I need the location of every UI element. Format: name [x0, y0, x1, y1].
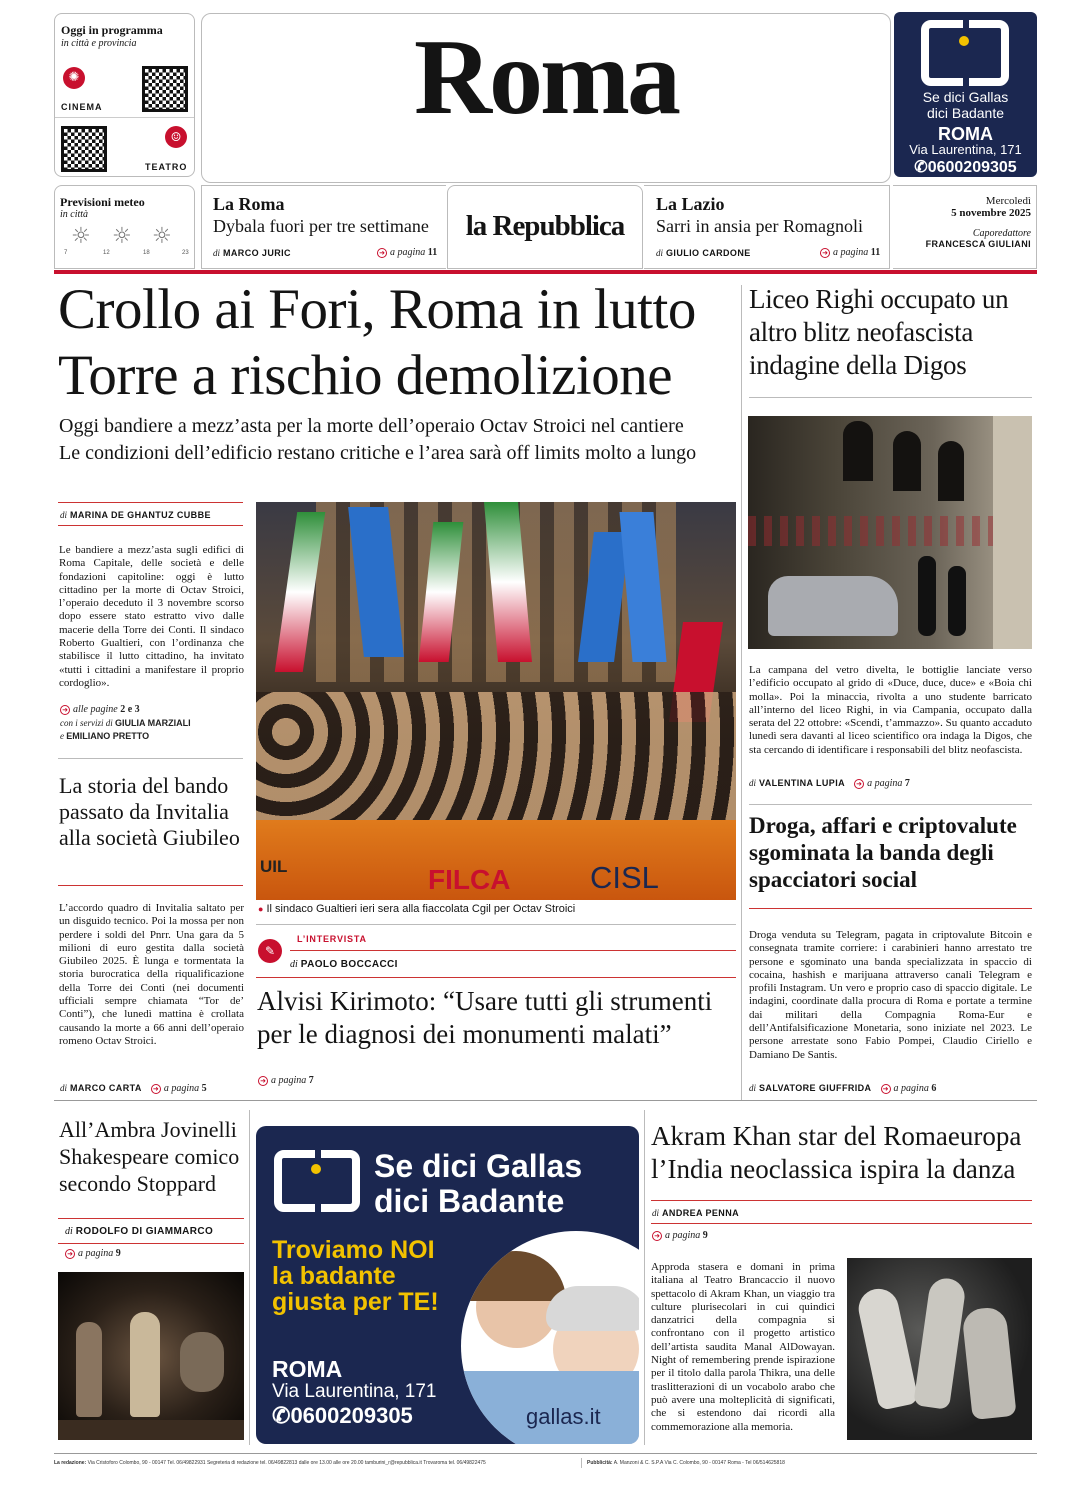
- bando-headline[interactable]: La storia del bando passato da Invitalia alla società Giubileo: [59, 773, 240, 850]
- lead-sub-2: Le condizioni dell’edificio restano critiche e l’area sarà off limits molto a lungo: [59, 442, 697, 464]
- bando-byline: di MARCO CARTA: [60, 1083, 142, 1093]
- akram-byline: di ANDREA PENNA: [652, 1208, 739, 1218]
- arrow-right-icon: ➜: [854, 779, 864, 789]
- lead-services: con i servizi di GIULIA MARZIALI: [60, 718, 191, 728]
- arrow-right-icon: ➜: [258, 1076, 268, 1086]
- meteo-title: Previsioni meteo: [60, 195, 145, 209]
- red-rule: [54, 270, 1037, 274]
- meteo-box: [54, 185, 195, 269]
- arrow-right-icon: ➜: [65, 1249, 75, 1259]
- arrow-right-icon: ➜: [652, 1231, 662, 1241]
- sport-lazio-page[interactable]: ➜ a pagina 11: [820, 247, 880, 258]
- meteo-hour: 7: [64, 250, 68, 256]
- programma-title: Oggi in programma: [61, 23, 163, 37]
- ad-main-line2: dici Badante: [374, 1183, 565, 1219]
- droga-byline: di SALVATORE GIUFFRIDA: [749, 1083, 872, 1093]
- camera-icon: ●: [258, 904, 264, 914]
- brand-logo: la Repubblica: [465, 210, 625, 242]
- bando-footer: [60, 1076, 207, 1095]
- teatro-label: TEATRO: [145, 162, 188, 172]
- arrow-right-icon: ➜: [60, 705, 70, 715]
- droga-footer: [749, 1076, 936, 1095]
- lead-byline: di MARINA DE GHANTUZ CUBBE: [60, 510, 211, 520]
- righi-byline: di VALENTINA LUPIA: [749, 778, 846, 788]
- sport-roma[interactable]: [201, 185, 446, 269]
- lead-caption: ● Il sindaco Gualtieri ieri sera alla fiaccolata Cgil per Octav Stroici: [258, 903, 576, 915]
- intervista-kicker: L’INTERVISTA: [297, 934, 367, 944]
- sun-icon-2: ☼: [112, 224, 132, 249]
- ad-top-phone: [894, 157, 1037, 177]
- lead-sub-1: Oggi bandiere a mezz’asta per la morte dell’operaio Octav Stroici nel cantiere: [59, 415, 684, 437]
- date-day: Mercoledì: [985, 195, 1031, 207]
- droga-body: Droga venduta su Telegram, pagata in criptovalute Bitcoin e consegnata tramite corriere: i carabinieri hanno arrestato tre persone e sgominato una banda specializzata in spaccio di cocaina, hashish e marijuana attraverso canali Telegram e profili Instagram. Un vero e proprio caso di spaccio digitale. Le indagini, coordinate dalla procura di Roma e portate a termine dai militari della Compagnia Roma-Eur e dell’Antifalsificazione Monetaria, sono iniziate nel 2023. Le persone arrestate sono Fabio Pompei, Claudio Ciriello e Damiano De Santis.: [749, 929, 1032, 1061]
- ambra-page[interactable]: ➜ a pagina 9: [65, 1248, 121, 1259]
- cinema-icon: ✺: [63, 67, 85, 89]
- sun-icon-3: ☼: [152, 224, 172, 249]
- ad-top-line1: Se dici Gallas: [922, 89, 1009, 105]
- sport-lazio-byline: di GIULIO CARDONE: [656, 248, 751, 258]
- ad-main-slogan-3: giusta per TE!: [272, 1288, 439, 1316]
- ad-top-line2: dici Badante: [926, 105, 1005, 121]
- lead-services-2: e EMILIANO PRETTO: [60, 731, 150, 741]
- ad-main-address: Via Laurentina, 171: [272, 1381, 437, 1402]
- ambra-photo: [58, 1272, 244, 1440]
- droga-page[interactable]: ➜ a pagina 6: [881, 1083, 937, 1094]
- date-editor: FRANCESCA GIULIANI: [925, 239, 1031, 249]
- ad-main-city: ROMA: [272, 1356, 343, 1382]
- akram-page[interactable]: ➜ a pagina 9: [652, 1230, 708, 1241]
- brand-box: [447, 185, 643, 269]
- programma-subtitle: in città e provincia: [61, 38, 137, 49]
- meteo-subtitle: in città: [60, 209, 89, 220]
- arrow-right-icon: ➜: [881, 1084, 891, 1094]
- ad-top[interactable]: [894, 12, 1037, 177]
- arrow-right-icon: ➜: [820, 248, 830, 258]
- righi-body: La campana del vetro divelta, le bottiglie lanciate verso l’edificio occupato al grido di «Duce, duce, duce» e «Boia chi molla». Poi la minaccia, rivolta a uno studente barricato all’interno del liceo Righi, in via Campania, occupato dalla serata del 22 ottobre: «Scendi, t’ammazzo». Su quanto accaduto lunedì sera davanti al liceo scientifico ora indaga la Digos, che sta cercando di identificare i responsabili del blitz neofascista.: [749, 664, 1032, 756]
- masthead-title: Roma: [414, 18, 678, 137]
- banner-text-filca: FILCA: [428, 864, 511, 895]
- date-date: 5 novembre 2025: [951, 207, 1031, 219]
- cinema-qr-icon[interactable]: [142, 66, 188, 112]
- lead-body: Le bandiere a mezz’asta sugli edifici di Roma Capitale, delle società e delle fondazioni capitoline: oggi è lutto cittadino per la morte di Octav Stroici, l’operaio deceduto il 3 novembre scorso dopo essere stato estratto vivo dalle macerie della Torre dei Conti. Il sindaco Roberto Gualtieri, con l’ordinanza che stabilisce il lutto cittadino, ha invitato «tutti i cittadini a manifestare il proprio cordoglio».: [59, 544, 244, 689]
- date-role: Caporedattore: [972, 228, 1031, 239]
- lead-page[interactable]: ➜ alle pagine 2 e 3: [60, 704, 140, 715]
- ad-main-site[interactable]: gallas.it: [526, 1404, 601, 1429]
- sport-roma-headline: Dybala fuori per tre settimane: [213, 216, 429, 236]
- teatro-icon: ☺: [165, 126, 187, 148]
- lead-headline-1[interactable]: Crollo ai Fori, Roma in lutto: [58, 278, 696, 341]
- footer-right: Pubblicità: A. Manzoni & C. S.P.A Via C. Colombo, 90 - 00147 Roma - Tel 06/514625818: [587, 1460, 785, 1466]
- arrow-right-icon: ➜: [377, 248, 387, 258]
- banner-text-cisl: CISL: [590, 860, 659, 895]
- righi-footer: [749, 771, 910, 790]
- date-box: [893, 185, 1037, 269]
- footer-left: La redazione: Via Cristoforo Colombo, 90 - 00147 Tel. 06/49822931 Segreteria di redazione tel. 06/49822813 dalle ore 13.00 alle ore 20.00 tamburini_r@repubblica.it Trovaroma tel. 06/49822475: [54, 1460, 486, 1466]
- akram-headline[interactable]: Akram Khan star del Romaeuropa l’India neoclassica ispira la danza: [651, 1121, 1022, 1184]
- droga-headline[interactable]: Droga, affari e criptovalute sgominata la banda degli spacciatori social: [749, 813, 1017, 892]
- bando-body: L’accordo quadro di Invitalia saltato per un disguido tecnico. Poi la mossa per non perdere i soldi del Pnrr. Una gara da 5 milioni di euro gestita dalla società Giubileo 2025. È lunga e tormentata la storia burocratica della riqualificazione della Torre dei Conti (nei documenti ufficiali sempre chiamata “Tor de’ Conti”), che lunedì mattina è crollata causando la morte a 66 anni dell’operaio romeno Octav Stroici.: [59, 902, 244, 1047]
- righi-headline[interactable]: Liceo Righi occupato un altro blitz neofascista indagine della Digos: [749, 284, 1009, 380]
- arrow-right-icon: ➜: [151, 1084, 161, 1094]
- cinema-label: CINEMA: [61, 102, 103, 112]
- ambra-headline[interactable]: All’Ambra Jovinelli Shakespeare comico secondo Stoppard: [59, 1117, 240, 1196]
- ad-top-city: ROMA: [938, 124, 993, 144]
- ad-top-phone-number: 0600209305: [927, 159, 1017, 176]
- righi-page[interactable]: ➜ a pagina 7: [854, 778, 910, 789]
- phone-icon: ✆: [272, 1403, 291, 1428]
- ad-main-phone-number: 0600209305: [290, 1403, 413, 1428]
- ambra-byline: di RODOLFO DI GIAMMARCO: [65, 1226, 214, 1237]
- lead-headline-2[interactable]: Torre a rischio demolizione: [58, 344, 673, 407]
- intervista-byline: di PAOLO BOCCACCI: [290, 959, 398, 970]
- banner-text-uil: UIL: [260, 857, 288, 876]
- intervista-icon: ✎: [258, 939, 282, 963]
- phone-icon: ✆: [914, 159, 928, 176]
- ad-main-phone: [272, 1403, 413, 1429]
- lead-photo: [256, 502, 736, 900]
- sun-icon-1: ☼: [71, 224, 91, 249]
- gallas-logo-icon: [921, 20, 1009, 86]
- ad-main-line1: Se dici Gallas: [374, 1148, 583, 1184]
- programma-box: [54, 13, 195, 177]
- akram-body: Approda stasera e domani in prima italiana al Teatro Brancaccio il nuovo spettacolo di Akram Khan, un viaggio tra culture plurisecolari in cui quindici danzatrici della compagnia si confrontano con il progetto artistico dell’artista saudita Manal AlDowayan. Night of remembering prende ispirazione per il titolo dalla parola Thikra, una delle traslitterazioni di un vocabolo arabo che può avere una molteplicità di significati, che si estendono dai ricordi alla commemorazione alla memoria.: [651, 1261, 835, 1433]
- akram-photo: [847, 1258, 1032, 1440]
- ad-main-slogan-2: la badante: [272, 1262, 396, 1290]
- sport-lazio[interactable]: [644, 185, 890, 269]
- ad-top-address: Via Laurentina, 171: [909, 142, 1022, 157]
- sport-roma-section: La Roma: [213, 194, 285, 214]
- sport-roma-page[interactable]: ➜ a pagina 11: [377, 247, 437, 258]
- ad-main[interactable]: [256, 1126, 639, 1444]
- teatro-qr-icon[interactable]: [61, 126, 107, 172]
- sport-lazio-headline: Sarri in ansia per Romagnoli: [656, 216, 863, 236]
- righi-photo: [748, 416, 1032, 649]
- sport-roma-byline: di MARCO JURIC: [213, 248, 291, 258]
- meteo-hour: 23: [182, 250, 189, 256]
- sport-lazio-section: La Lazio: [656, 194, 725, 214]
- intervista-page[interactable]: ➜ a pagina 7: [258, 1075, 314, 1086]
- meteo-hour: 18: [143, 250, 150, 256]
- gallas-logo-icon: [274, 1150, 360, 1212]
- intervista-headline[interactable]: Alvisi Kirimoto: “Usare tutti gli strumenti per le diagnosi dei monumenti malati”: [257, 986, 713, 1049]
- bando-page[interactable]: ➜ a pagina 5: [151, 1083, 207, 1094]
- ad-main-slogan-1: Troviamo NOI: [272, 1236, 435, 1264]
- meteo-hour: 12: [103, 250, 110, 256]
